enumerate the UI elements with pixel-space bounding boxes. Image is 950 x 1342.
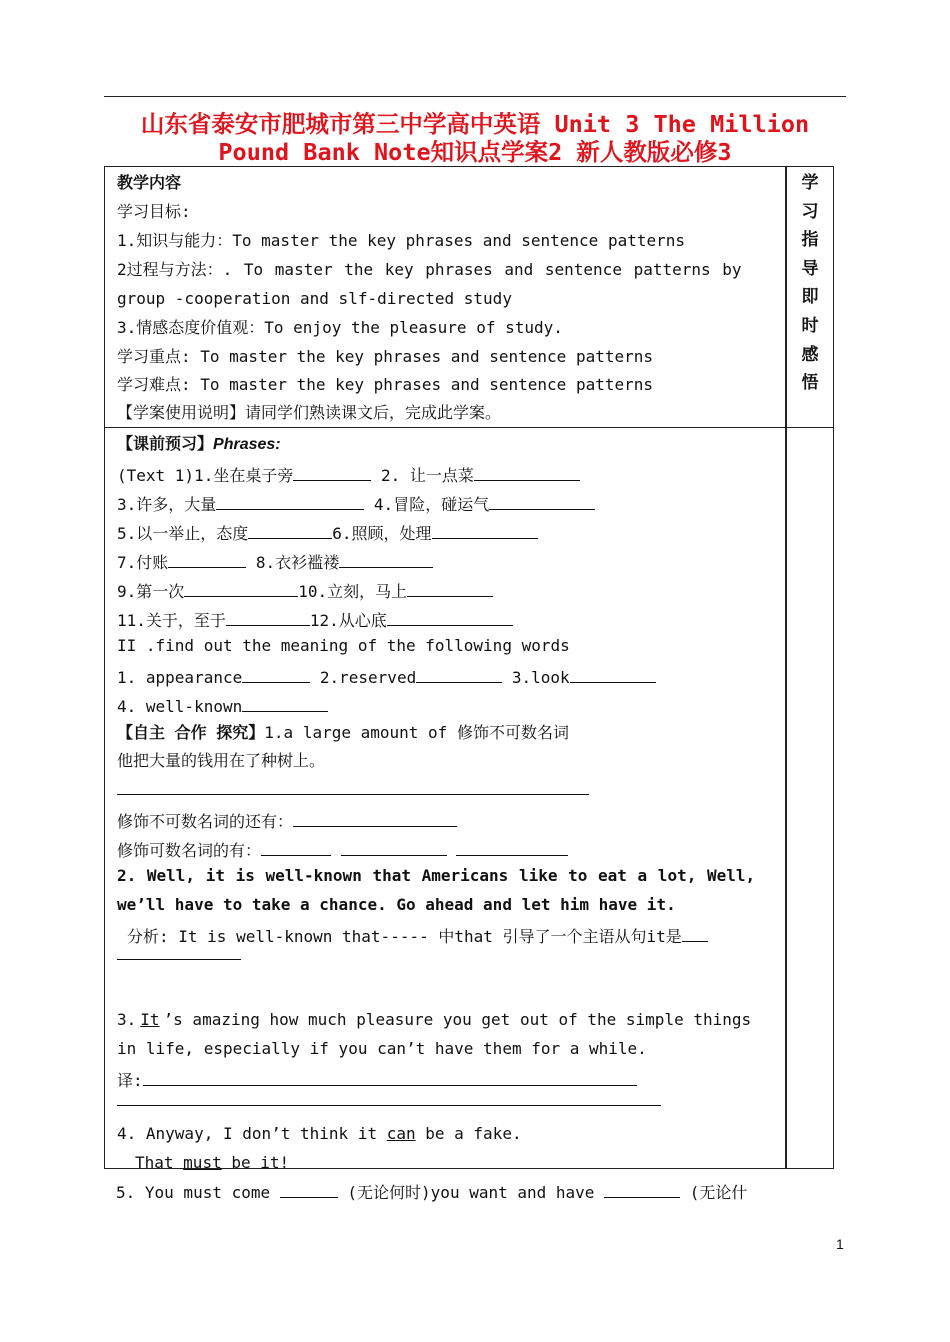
explore-4a: 4. Anyway, I don’t think it can be a fake. <box>117 1124 522 1143</box>
answer-blank[interactable] <box>280 1180 338 1198</box>
key-point: 学习重点: To master the key phrases and sentence patterns <box>117 347 654 366</box>
answer-blank[interactable] <box>184 579 298 597</box>
page-number: 1 <box>836 1236 844 1252</box>
explore-3-translation: 译: <box>117 1068 637 1091</box>
teaching-content-heading: 教学内容 <box>117 173 182 192</box>
explore-2b: we’ll have to take a chance. Go ahead and let him have it. <box>117 895 676 914</box>
answer-blank[interactable] <box>456 838 568 856</box>
phrase-row-3: 5.以一举止，态度 6.照顾，处理 <box>117 521 538 544</box>
answer-blank[interactable] <box>432 521 538 539</box>
answer-blank[interactable] <box>261 838 331 856</box>
answer-blank[interactable] <box>387 608 513 626</box>
title-line-2: Pound Bank Note知识点学案2 新人教版必修3 <box>218 138 732 166</box>
answer-line[interactable] <box>117 794 589 795</box>
explore-2a: 2. Well, it is well-known that Americans like to eat a lot, Well, <box>117 866 756 885</box>
title-line-1: 山东省泰安市肥城市第三中学高中英语 Unit 3 The Million <box>140 110 810 138</box>
answer-blank[interactable] <box>226 608 310 626</box>
explore-2-analysis: 分析: It is well-known that----- 中that 引导了一个主语从句it是 <box>127 924 708 947</box>
phrase-row-4: 7.付账 8.衣衫褴褛 <box>117 550 433 573</box>
answer-line[interactable] <box>117 1105 661 1106</box>
explore-1-uncountable: 修饰不可数名词的还有： <box>117 809 457 832</box>
exercise-cell <box>104 427 786 1172</box>
header-rule <box>104 96 846 97</box>
answer-line[interactable] <box>117 959 241 960</box>
explore-5: 5. You must come (无论何时)you want and have (无论什 <box>116 1180 747 1203</box>
answer-blank[interactable] <box>682 924 708 942</box>
explore-4b: That must be it! <box>135 1153 290 1172</box>
answer-blank[interactable] <box>474 463 580 481</box>
explore-1-chinese: 他把大量的钱用在了种树上。 <box>117 751 326 770</box>
difficult-point: 学习难点: To master the key phrases and sentence patterns <box>117 375 654 394</box>
answer-blank[interactable] <box>242 694 328 712</box>
word-row-1: 1. appearance 2.reserved 3.look <box>117 665 656 688</box>
answer-blank[interactable] <box>143 1068 637 1086</box>
usage-instructions: 【学案使用说明】请同学们熟读课文后，完成此学案。 <box>117 403 502 422</box>
answer-blank[interactable] <box>570 665 656 683</box>
explore-3a: 3. It ’s amazing how much pleasure you get out of the simple things <box>117 1010 752 1029</box>
reflection-column[interactable] <box>786 427 834 1169</box>
answer-blank[interactable] <box>242 665 310 683</box>
phrase-row-6: 11.关于，至于 12.从心底 <box>117 608 513 631</box>
answer-blank[interactable] <box>248 521 332 539</box>
goal-1: 1.知识与能力：To master the key phrases and sentence patterns <box>117 231 686 250</box>
goal-2b: group -cooperation and slf-directed study <box>117 289 512 308</box>
phrase-row-5: 9.第一次 10.立刻，马上 <box>117 579 493 602</box>
answer-blank[interactable] <box>416 665 502 683</box>
goal-3: 3.情感态度价值观：To enjoy the pleasure of study. <box>117 318 563 337</box>
answer-blank[interactable] <box>168 550 246 568</box>
part-ii-heading: II .find out the meaning of the following words <box>117 636 570 655</box>
guidance-label: 学 习 指 导 即 时 感 悟 <box>801 173 819 394</box>
answer-blank[interactable] <box>293 463 371 481</box>
answer-blank[interactable] <box>216 492 364 510</box>
explore-1: 【自主 合作 探究】1.a large amount of 修饰不可数名词 <box>117 723 569 742</box>
preview-heading: 【课前预习】Phrases: <box>117 434 281 453</box>
explore-3b: in life, especially if you can’t have them for a while. <box>117 1039 647 1058</box>
word-row-2: 4. well-known <box>117 694 328 717</box>
goal-2a: 2过程与方法：. To master the key phrases and sentence patterns by <box>117 260 742 279</box>
answer-blank[interactable] <box>341 838 447 856</box>
answer-blank[interactable] <box>604 1180 680 1198</box>
answer-blank[interactable] <box>489 492 595 510</box>
answer-blank[interactable] <box>339 550 433 568</box>
phrase-row-1: (Text 1)1.坐在桌子旁 2. 让一点菜 <box>117 463 580 486</box>
answer-blank[interactable] <box>407 579 493 597</box>
explore-1-countable: 修饰可数名词的有： <box>117 838 568 861</box>
guidance-column <box>786 166 834 428</box>
goal-label: 学习目标: <box>117 202 191 221</box>
phrase-row-2: 3.许多，大量 4.冒险，碰运气 <box>117 492 595 515</box>
document-title <box>104 110 846 166</box>
answer-blank[interactable] <box>293 809 457 827</box>
teaching-content-cell <box>104 166 786 428</box>
